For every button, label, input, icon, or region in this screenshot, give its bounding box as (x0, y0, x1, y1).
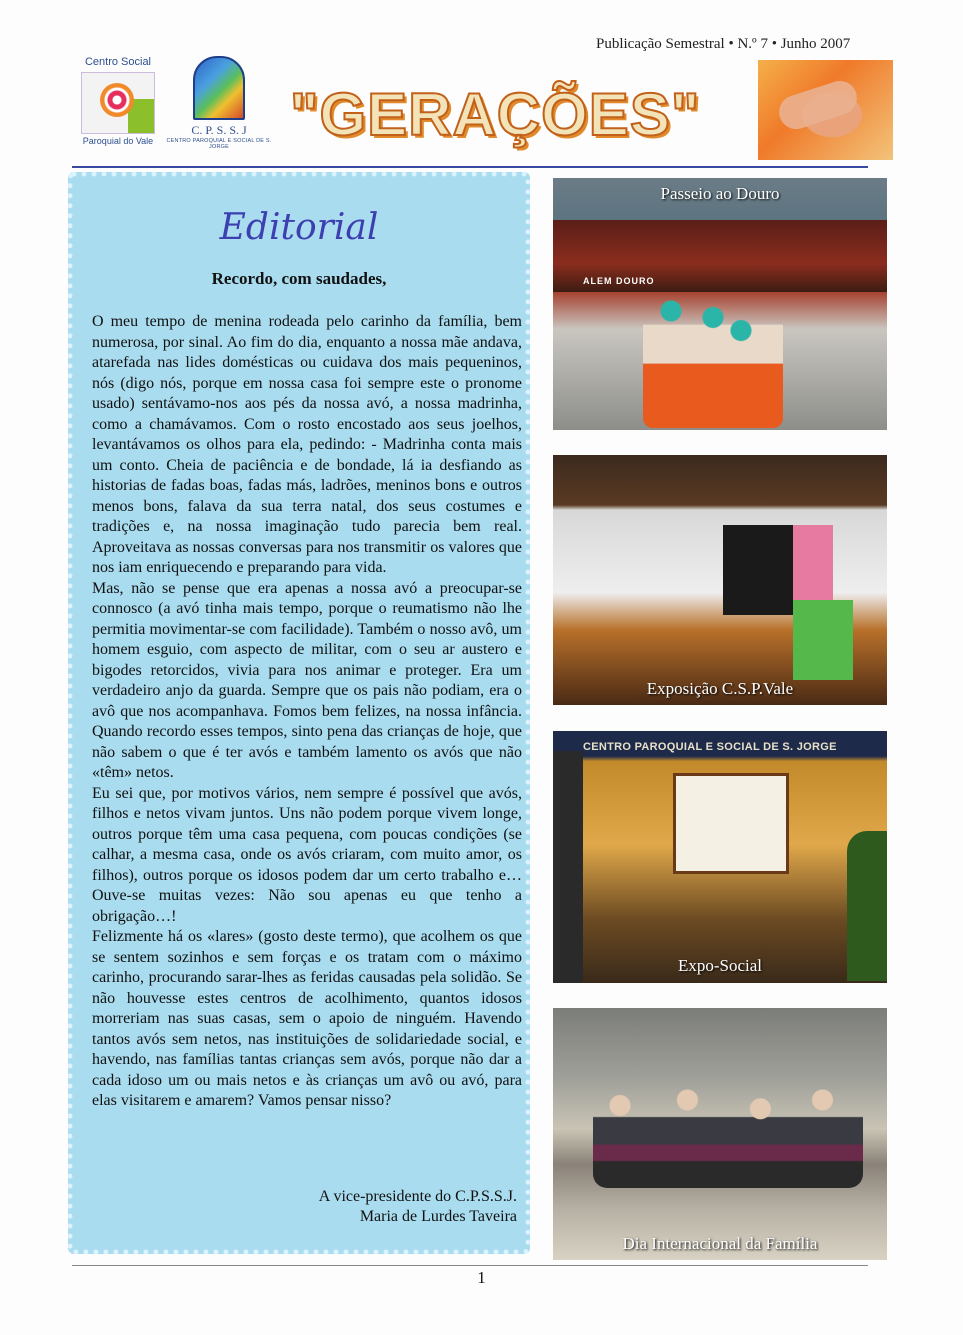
photo-caption: Dia Internacional da Família (622, 1234, 818, 1253)
editorial-paragraph: Felizmente há os «lares» (gosto deste termo), que acolhem os que se sentem sozinhos e sem forças e os tratam com o máximo carinho, procurando sarar-lhes as feridas causadas pela solidão. Se não houvesse estes centros de acolhimento, quantos idosos morreriam nas suas casas, sem o apoio de ninguém. Havendo tantos avós sem netos, nas instituições de solidariedade social, e havendo, nas famílias tantas crianças sem avós, porque não dar a cada idoso um ou mais netos e às crianças um avô ou avó, para elas visitarem e amarem? Vamos pensar nisso? (92, 928, 522, 1109)
photo-caption: Exposição C.S.P.Vale (646, 679, 794, 698)
centro-social-logo (80, 56, 156, 146)
photo-caption: Passeio ao Douro (660, 184, 780, 203)
header-divider (72, 166, 868, 168)
stand-header-text: CENTRO PAROQUIAL E SOCIAL DE S. JORGE (583, 741, 837, 753)
cpssj-logo (163, 56, 275, 148)
publication-info: Publicação Semestral • N.º 7 • Junho 2007 (596, 36, 851, 52)
signature-name: Maria de Lurdes Taveira (359, 1208, 517, 1225)
logo-csp-top-text: Centro Social (84, 56, 152, 68)
photo-dia-familia (553, 1008, 887, 1260)
editorial-box (68, 172, 530, 1254)
stained-glass-icon (193, 56, 245, 120)
photo-expo-social (553, 731, 887, 983)
footer-divider (72, 1265, 868, 1266)
hands-photo (758, 60, 893, 160)
editorial-paragraph: Eu sei que, por motivos vários, nem sempre é possível que avós, filhos e netos vivam juntos. Uns não podem porque vivem longe, outros porque têm uma casa pequena, com poucas condições (se calhar, a mesma casa, onde os avós criaram, com muito amor, os filhos), outros porque os idosos podem dar um certo trabalho e…Ouve-se muitas vezes: Não sou apenas eu que tenho a obrigação…! (92, 784, 522, 925)
signature (319, 1187, 517, 1227)
photo-exposicao-vale (553, 455, 887, 705)
cpssj-subtitle: CENTRO PAROQUIAL E SOCIAL DE S. JORGE (166, 138, 272, 150)
editorial-paragraph: Mas, não se pense que era apenas a nossa avó a preocupar-se connosco (a avó tinha mais tempo, porque o reumatismo não lhe permitia movimentar-se com facilidade). Também o nosso avô, um homem esguio, com aspecto de militar, com o seu ar austero e bigodes retorcidos, vivia para nos animar e proteger. Era um verdadeiro anjo da guarda. Sempre que os pais não podiam, era o avô que nos acompanhava. Fomos bem felizes, na nossa infância. Quando recordo esses tempos, sinto pena das crianças de hoje, que não sabem o que é ter avós e também lamento os avós que não «têm» netos. (92, 579, 522, 781)
boat-name-text: ALEM DOURO (583, 276, 655, 286)
photo-passeio-douro (553, 178, 887, 430)
logo-csp-bottom-text: Paroquial do Vale (82, 136, 154, 146)
photo-caption: Expo-Social (677, 956, 763, 975)
editorial-title: Editorial (219, 207, 379, 248)
editorial-paragraph: O meu tempo de menina rodeada pelo carinho da família, bem numerosa, por sinal. Ao fim do dia, enquanto a nossa mãe andava, atarefada nas lides domésticas ou cuidava dos mais pequeninos, nós (digo nós, porque em nossa casa foi sempre este o pronome usado) sentávamo-nos aos pés da nossa avó, a nossa madrinha, como a chamávamos. Com o rosto encostado aos seus joelhos, levantávamos os olhos para ela, pedindo: - Madrinha conta mais um conto. Cheia de paciência e de bondade, lá ia desfiando as historias de fadas boas, fadas más, ladrões, meninos bons e outros menos bons, falava da sua terra natal, dos seus costumes e tradições e, na nossa imaginação tudo parecia bem real. Aproveitava as nossas conversas para nos transmitir os valores que nos iam enriquecendo e preparando para vida. (92, 313, 522, 576)
cpssj-acronym: C. P. S. S. J (191, 123, 247, 137)
spiral-logo-icon (81, 72, 155, 134)
masthead-title: "GERAÇÕES" (290, 81, 701, 148)
editorial-subtitle: Recordo, com saudades, (211, 269, 387, 288)
page-number: 1 (477, 1268, 486, 1287)
editorial-body (92, 312, 522, 1112)
signature-role: A vice-presidente do C.P.S.S.J. (318, 1188, 517, 1205)
